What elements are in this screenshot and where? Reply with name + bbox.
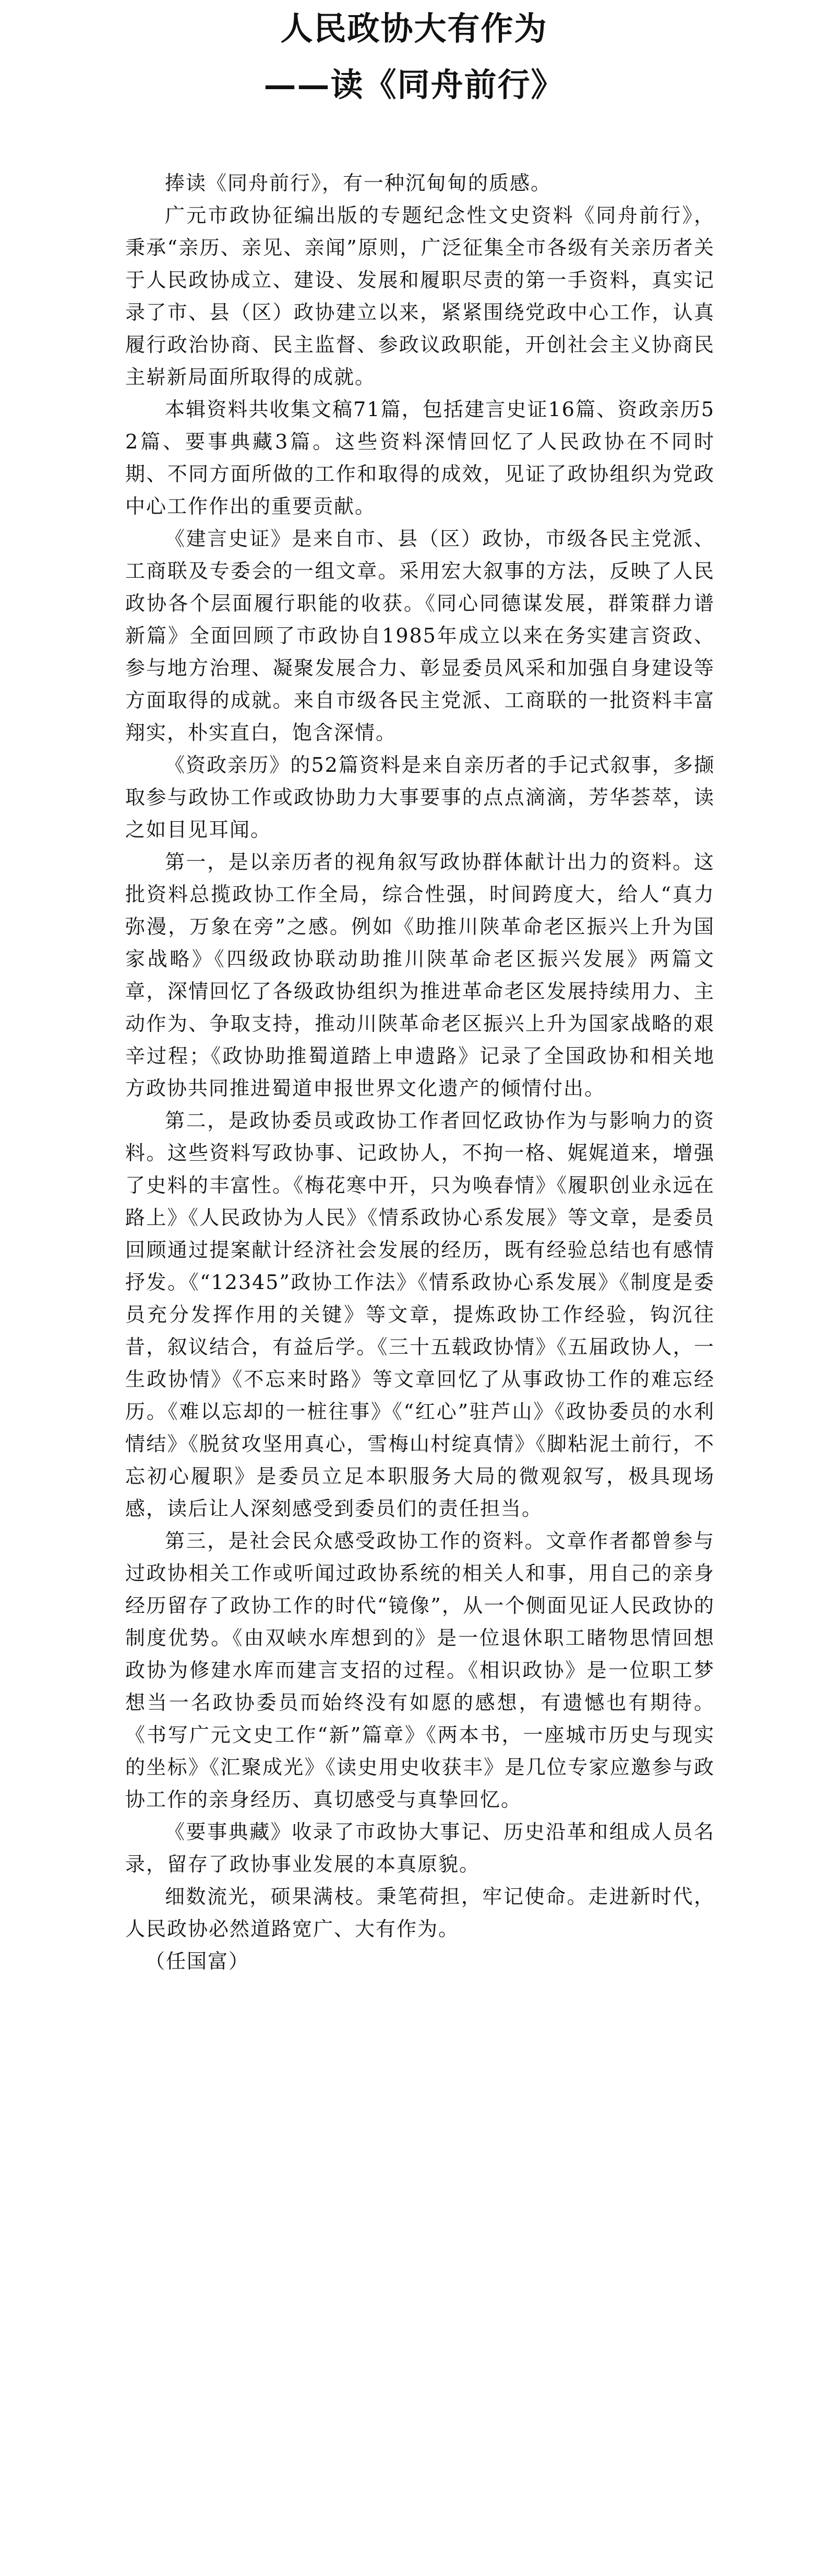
paragraph-second: 第二，是政协委员或政协工作者回忆政协作为与影响力的资料。这些资料写政协事、记政协人，不拘一格、娓娓道来，增强了史料的丰富性。《梅花寒中开，只为唤春情》《履职创业永远在路上》《人民政协为人民》《情系政协心系发展》等文章，是委员回顾通过提案献计经济社会发展的经历，既有经验总结也有感情抒发。《“12345”政协工作法》《情系政协心系发展》《制度是委员充分发挥作用的关键》等文章，提炼政协工作经验，钩沉往昔，叙议结合，有益后学。《三十五载政协情》《五届政协人，一生政协情》《不忘来时路》等文章回忆了从事政协工作的难忘经历。《难以忘却的一桩往事》《“红心”驻芦山》《政协委员的水利情结》《脱贫攻坚用真心，雪梅山村绽真情》《脚粘泥土前行，不忘初心履职》是委员立足本职服务大局的微观叙写，极具现场感，读后让人深刻感受到委员们的责任担当。 <box>125 1109 715 1520</box>
paragraph-intro: 捧读《同舟前行》，有一种沉甸甸的质感。 <box>165 172 552 195</box>
paragraph-jianyan-shizheng: 《建言史证》是来自市、县（区）政协，市级各民主党派、工商联及专委会的一组文章。采用宏大叙事的方法，反映了人民政协各个层面履行职能的收获。《同心同德谋发展，群策群力谱新篇》全面回顾了市政协自1985年成立以来在务实建言资政、参与地方治理、凝聚发展合力、彰显委员风采和加强自身建设等方面取得的成就。来自市级各民主党派、工商联的一批资料丰富翔实，朴实直白，饱含深情。 <box>125 527 715 744</box>
paragraph-yaoshi-diancang: 《要事典藏》收录了市政协大事记、历史沿革和组成人员名录，留存了政协事业发展的本真原貌。 <box>125 1820 715 1876</box>
paragraph-overview: 广元市政协征编出版的专题纪念性文史资料《同舟前行》，秉承“亲历、亲见、亲闻”原则，广泛征集全市各级有关亲历者关于人民政协成立、建设、发展和履职尽责的第一手资料，真实记录了市、县（区）政协建立以来，紧紧围绕党政中心工作，认真履行政治协商、民主监督、参政议政职能，开创社会主义协商民主崭新局面所取得的成就。 <box>125 204 715 388</box>
paragraph-third: 第三，是社会民众感受政协工作的资料。文章作者都曾参与过政协相关工作或听闻过政协系统的相关人和事，用自己的亲身经历留存了政协工作的时代“镜像”，从一个侧面见证人民政协的制度优势。《由双峡水库想到的》是一位退休职工睹物思情回想政协为修建水库而建言支招的过程。《相识政协》是一位职工梦想当一名政协委员而始终没有如愿的感想，有遗憾也有期待。《书写广元文史工作“新”篇章》《两本书，一座城市历史与现实的坐标》《汇聚成光》《读史用史收获丰》是几位专家应邀参与政协工作的亲身经历、真切感受与真挚回忆。 <box>125 1529 715 1811</box>
article-subtitle: ——读《同舟前行》 <box>263 66 565 104</box>
paragraph-zizheng-qinli: 《资政亲历》的52篇资料是来自亲历者的手记式叙事，多撷取参与政协工作或政协助力大事要事的点点滴滴，芳华荟萃，读之如目见耳闻。 <box>125 754 715 841</box>
paragraph-first: 第一，是以亲历者的视角叙写政协群体献计出力的资料。这批资料总揽政协工作全局，综合性强，时间跨度大，给人“真力弥漫，万象在旁”之感。例如《助推川陕革命老区振兴上升为国家战略》《四级政协联动助推川陕革命老区振兴发展》两篇文章，深情回忆了各级政协组织为推进革命老区发展持续用力、主动作为、争取支持，推动川陕革命老区振兴上升为国家战略的艰辛过程；《政协助推蜀道踏上申遗路》记录了全国政协和相关地方政协共同推进蜀道申报世界文化遗产的倾情付出。 <box>125 850 715 1100</box>
author-signature: （任国富） <box>145 1950 250 1973</box>
article-title: 人民政协大有作为 <box>280 9 548 47</box>
article-body <box>125 167 715 1977</box>
paragraph-conclusion: 细数流光，硕果满枝。秉笔荷担，牢记使命。走进新时代，人民政协必然道路宽广、大有作为。 <box>125 1885 715 1940</box>
paragraph-contents: 本辑资料共收集文稿71篇，包括建言史证16篇、资政亲历52篇、要事典藏3篇。这些资料深情回忆了人民政协在不同时期、不同方面所做的工作和取得的成效，见证了政协组织为党政中心工作作出的重要贡献。 <box>125 398 715 518</box>
title-block <box>0 0 828 156</box>
